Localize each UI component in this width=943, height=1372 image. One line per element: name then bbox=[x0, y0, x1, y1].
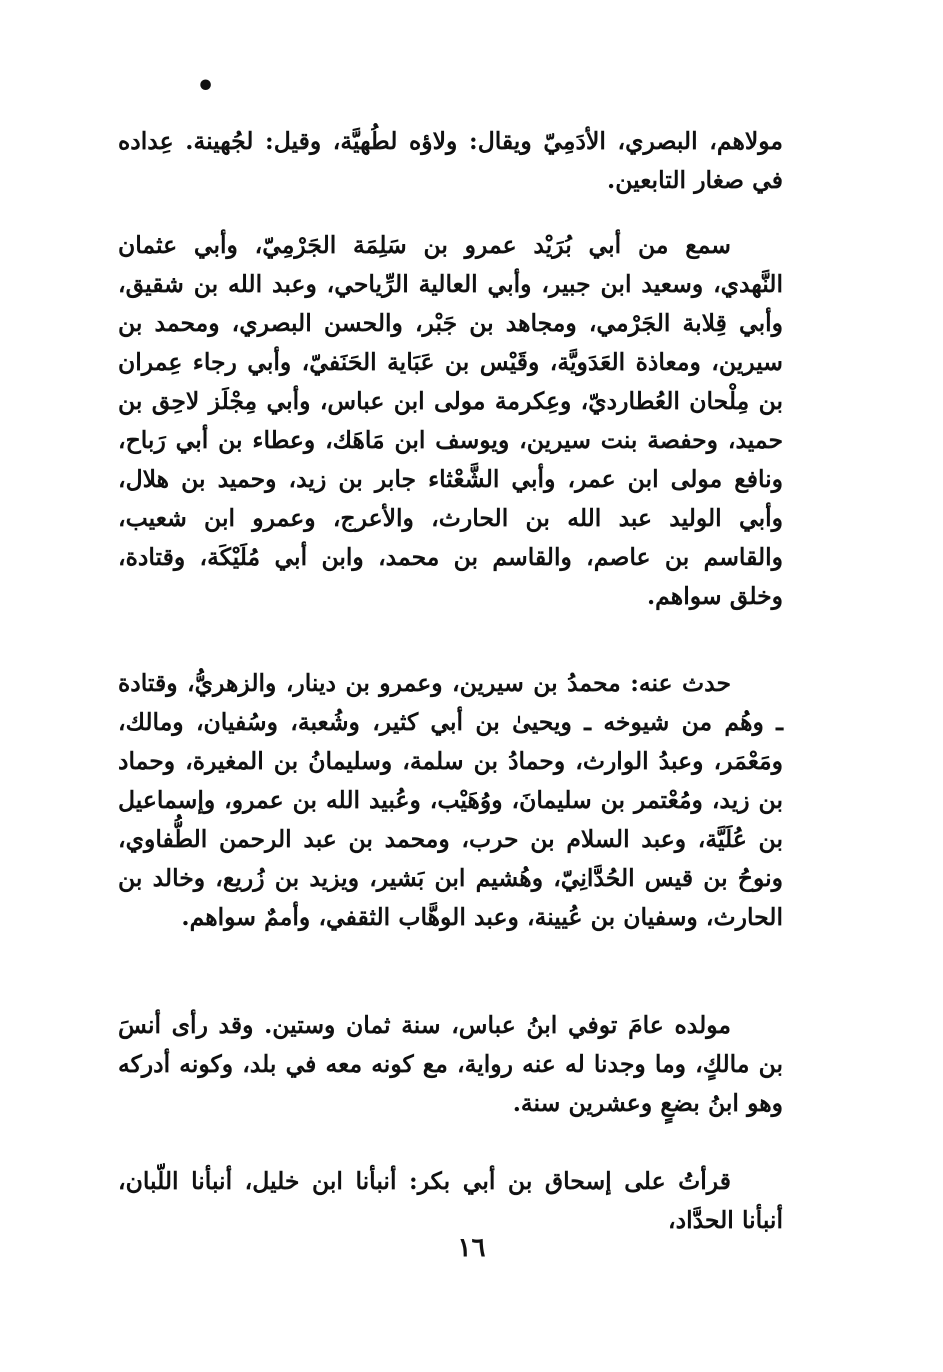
paragraph-text: قرأتُ على إسحاق بن أبي بكر: أنبأنا ابن خليل، أنبأنا اللّبان، أنبأنا الحدَّاد، bbox=[118, 1167, 783, 1234]
paragraph-students bbox=[118, 664, 783, 937]
top-dot-mark: • bbox=[196, 69, 216, 104]
paragraph-teachers bbox=[118, 226, 783, 616]
paragraph-text: سمع من أبي بُرَيْد عمرو بن سَلِمَة الجَرْمِيّ، وأبي عثمان النَّهدي، وسعيد ابن جبير، وأبي العالية الرِّياحي، وعبد الله بن شقيق، وأبي قِلابة الجَرْمي، ومجاهد بن جَبْر، والحسن البصري، ومحمد بن سيرين، ومعاذة العَدَويَّة، وقَيْس بن عَبَاية الحَنَفيّ، وأبي رجاء عِمران بن مِلْحان العُطارديّ، وعِكرمة مولى ابن عباس، وأبي مِجْلَز لاحِق بن حميد، وحفصة بنت سيرين، ويوسف ابن مَاهَك، وعطاء بن أبي رَباح، ونافع مولى ابن عمر، وأبي الشَّعْثاء جابر بن زيد، وحميد بن هلال، وأبي الوليد عبد الله بن الحارث، والأعرج، وعمرو ابن شعيب، والقاسم بن عاصم، والقاسم بن محمد، وابن أبي مُلَيْكَة، وقتادة، وخلق سواهم. bbox=[118, 231, 783, 610]
paragraph-birth bbox=[118, 1006, 783, 1123]
paragraph-text: حدث عنه: محمدُ بن سيرين، وعمرو بن دينار، والزهريُّ، وقتادة ـ وهُم من شيوخه ـ ويحيىٰ بن أبي كثير، وشُعبة، وسُفيان، ومالك، ومَعْمَر، وعبدُ الوارث، وحمادُ بن سلمة، وسليمانُ بن المغيرة، وحماد بن زيد، ومُعْتمر بن سليمانَ، ووُهَيْب، وعُبيد الله بن عمرو، وإسماعيل بن عُلَيَّة، وعبد السلام بن حرب، ومحمد بن عبد الرحمن الطُّفاوي، ونوحُ بن قيس الحُدَّانِيّ، وهُشيم ابن بَشير، ويزيد بن زُريع، وخالد بن الحارث، وسفيان بن عُيينة، وعبد الوهَّاب الثقفي، وأممٌ سواهم. bbox=[118, 669, 783, 931]
paragraph-text: مولاهم، البصري، الأدَمِيّ ويقال: ولاؤه لطُهيَّة، وقيل: لجُهينة. عِداده في صغار التابعين. bbox=[118, 127, 783, 194]
paragraph-text: مولده عامَ توفي ابنُ عباس، سنة ثمان وستين. وقد رأى أنسَ بن مالكٍ، وما وجدنا له عنه رواية، مع كونه معه في بلد، وكونه أدركه وهو ابنُ بضعٍ وعشرين سنة. bbox=[118, 1011, 783, 1117]
paragraph-intro bbox=[118, 122, 783, 200]
page-number: ١٦ bbox=[457, 1233, 486, 1263]
